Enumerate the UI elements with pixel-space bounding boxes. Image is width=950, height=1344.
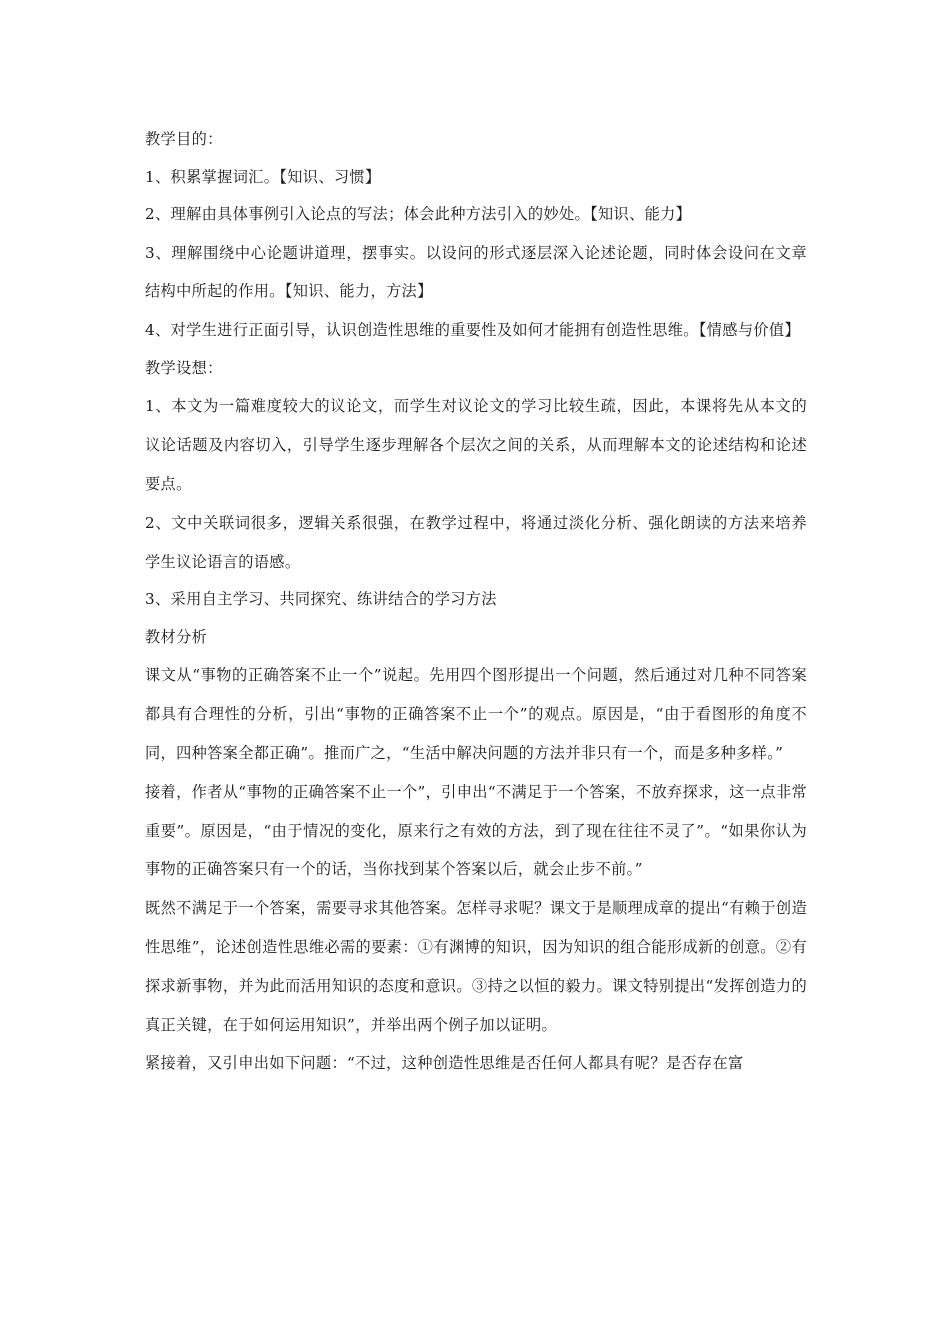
analysis-paragraph-2: 接着，作者从“事物的正确答案不止一个”，引申出“不满足于一个答案，不放弃探求，这一点非常重要”。原因是，“由于情况的变化，原来行之有效的方法，到了现在往往不灵了”。“如果你认为事物的正确答案只有一个的话，当你找到某个答案以后，就会止步不前。” bbox=[145, 782, 807, 879]
document-body bbox=[145, 121, 807, 1083]
goal-item-1: 1、积累掌握词汇。【知识、习惯】 bbox=[145, 167, 381, 186]
analysis-paragraph-1: 课文从“事物的正确答案不止一个”说起。先用四个图形提出一个问题，然后通过对几种不同答案都具有合理性的分析，引出“事物的正确答案不止一个”的观点。原因是，“由于看图形的角度不同，四种答案全都正确”。推而广之，“生活中解决问题的方法并非只有一个，而是多种多样。” bbox=[145, 666, 807, 762]
idea-item-1: 1、本文为一篇难度较大的议论文，而学生对议论文的学习比较生疏，因此，本课将先从本文的议论话题及内容切入，引导学生逐步理解各个层次之间的关系，从而理解本文的论述结构和论述要点。 bbox=[145, 397, 807, 493]
goal-item-4: 4、对学生进行正面引导，认识创造性思维的重要性及如何才能拥有创造性思维。【情感与价值】 bbox=[145, 321, 800, 340]
goal-item-3: 3、理解围绕中心论题讲道理，摆事实。以设问的形式逐层深入论述论题，同时体会设问在文章结构中所起的作用。【知识、能力，方法】 bbox=[145, 243, 807, 301]
idea-item-3: 3、采用自主学习、共同探究、练讲结合的学习方法 bbox=[145, 590, 497, 609]
heading-teaching-ideas: 教学设想： bbox=[145, 358, 223, 377]
goal-item-2: 2、理解由具体事例引入论点的写法；体会此种方法引入的妙处。【知识、能力】 bbox=[145, 205, 692, 223]
analysis-paragraph-4: 紧接着，又引申出如下问题：“不过，这种创造性思维是否任何人都具有呢？是否存在富 bbox=[145, 1054, 744, 1073]
heading-material-analysis: 教材分析 bbox=[145, 627, 208, 646]
analysis-paragraph-3: 既然不满足于一个答案，需要寻求其他答案。怎样寻求呢？课文于是顺理成章的提出“有赖于创造性思维”，论述创造性思维必需的要素：①有渊博的知识，因为知识的组合能形成新的创意。②有探求新事物，并为此而活用知识的态度和意识。③持之以恒的毅力。课文特别提出“发挥创造力的真正关键，在于如何运用知识”，并举出两个例子加以证明。 bbox=[145, 899, 807, 1034]
idea-item-2: 2、文中关联词很多，逻辑关系很强，在教学过程中，将通过淡化分析、强化朗读的方法来培养学生议论语言的语感。 bbox=[145, 513, 807, 571]
heading-teaching-goals: 教学目的： bbox=[145, 130, 223, 148]
